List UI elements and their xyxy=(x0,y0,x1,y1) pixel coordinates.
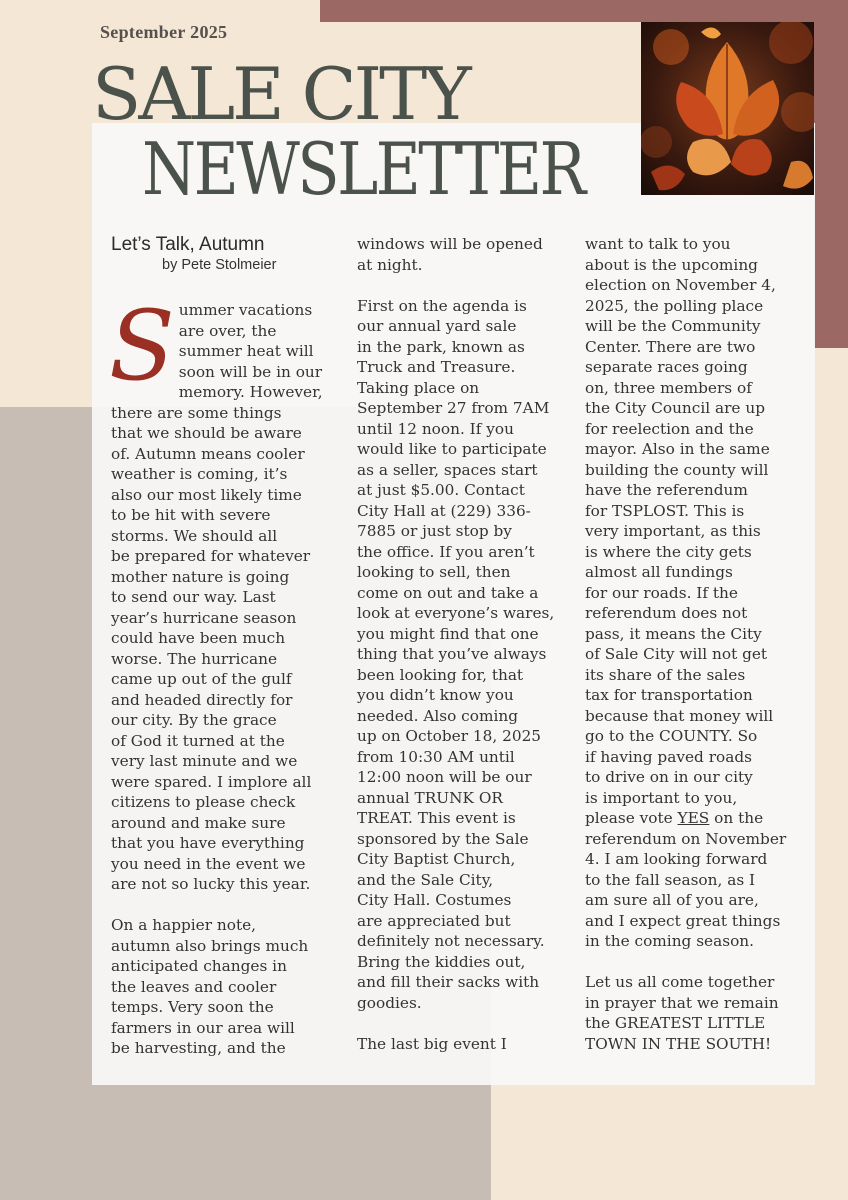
article-byline: by Pete Stolmeier xyxy=(162,257,277,273)
text-line: be harvesting, and the xyxy=(111,1039,286,1057)
title-line-2: NEWSLETTER xyxy=(142,127,584,211)
text-line: and I expect great things xyxy=(585,911,781,930)
text-line: to be hit with severe xyxy=(111,506,271,524)
column-3-text-top xyxy=(585,234,803,808)
column-3-text-bottom xyxy=(585,829,803,1055)
text-line: On a happier note, xyxy=(111,916,257,934)
text-line: be prepared for whatever xyxy=(111,547,311,565)
text-line: memory. However, xyxy=(178,383,323,401)
text-line: the leaves and cooler xyxy=(111,977,277,996)
text-line: 2025, the polling place xyxy=(585,296,764,315)
text-line: our annual yard sale xyxy=(357,317,517,335)
text-line: temps. Very soon the xyxy=(111,998,274,1016)
text-line: that we should be aware xyxy=(111,424,302,442)
text-line: are over, the xyxy=(178,321,277,340)
text-line: want to talk to you xyxy=(585,235,731,253)
text-line xyxy=(357,275,569,296)
text-line: 12:00 noon will be our xyxy=(357,768,532,786)
text-line: would like to participate xyxy=(357,440,547,458)
text-line: annual TRUNK OR xyxy=(357,788,503,807)
text-line: election on November 4, xyxy=(585,276,776,294)
text-line: looking to sell, then xyxy=(357,563,511,581)
text-line xyxy=(357,1013,569,1034)
text-line: to drive on in our city xyxy=(585,768,753,786)
text-line: Taking place on xyxy=(357,378,480,397)
text-line: September 27 from 7AM xyxy=(357,399,550,417)
text-line: anticipated changes in xyxy=(111,957,287,975)
vote-suffix: on the xyxy=(709,809,764,827)
text-line: in prayer that we remain xyxy=(585,993,779,1012)
text-line: you didn’t know you xyxy=(357,686,514,704)
text-line: in the park, known as xyxy=(357,337,525,356)
text-line: came up out of the gulf xyxy=(111,670,292,688)
text-line: at night. xyxy=(357,255,423,274)
text-line: go to the COUNTY. So xyxy=(585,727,758,745)
text-line: at just $5.00. Contact xyxy=(357,481,525,499)
text-line: TREAT. This event is xyxy=(357,809,516,827)
text-line: look at everyone’s wares, xyxy=(357,604,555,622)
text-line: citizens to please check xyxy=(111,793,296,811)
text-line: if having paved roads xyxy=(585,747,752,766)
text-line: come on out and take a xyxy=(357,583,539,602)
text-line: you might find that one xyxy=(357,624,539,643)
text-line: our city. By the grace xyxy=(111,711,277,729)
text-line: you need in the event we xyxy=(111,854,306,873)
text-line: to the fall season, as I xyxy=(585,870,756,889)
text-line: am sure all of you are, xyxy=(585,891,759,909)
text-line: pass, it means the City xyxy=(585,624,762,643)
text-line: very last minute and we xyxy=(111,752,298,770)
text-line: also our most likely time xyxy=(111,485,302,504)
text-line: referendum does not xyxy=(585,604,748,622)
text-line: the GREATEST LITTLE xyxy=(585,1014,766,1032)
text-line: autumn also brings much xyxy=(111,936,309,955)
article-column-1 xyxy=(111,234,343,1059)
decor-right-band xyxy=(814,0,848,348)
text-line: sponsored by the Sale xyxy=(357,829,529,848)
text-line: is where the city gets xyxy=(585,542,752,561)
text-line: mayor. Also in the same xyxy=(585,440,770,458)
text-line: and headed directly for xyxy=(111,690,293,709)
text-line: summer heat will xyxy=(178,342,314,360)
text-line: were spared. I implore all xyxy=(111,772,312,791)
text-line: City Baptist Church, xyxy=(357,850,516,868)
text-line: of God it turned at the xyxy=(111,731,285,750)
text-line: tax for transportation xyxy=(585,686,753,704)
text-line: are appreciated but xyxy=(357,911,511,930)
text-line: the City Council are up xyxy=(585,399,765,417)
vote-prefix: please vote xyxy=(585,809,678,827)
text-line: that you have everything xyxy=(111,834,305,852)
column-2-text xyxy=(357,234,569,1054)
text-line: could have been much xyxy=(111,629,286,647)
text-line: Bring the kiddies out, xyxy=(357,952,526,971)
text-line: building the county will xyxy=(585,460,769,479)
text-line: mother nature is going xyxy=(111,567,290,586)
article-column-3 xyxy=(585,234,803,1054)
text-line: and fill their sacks with xyxy=(357,973,540,991)
text-line: Center. There are two xyxy=(585,337,756,356)
text-line: definitely not necessary. xyxy=(357,932,545,950)
text-line: year’s hurricane season xyxy=(111,608,297,627)
text-line: almost all fundings xyxy=(585,563,733,581)
text-line: for our roads. If the xyxy=(585,583,738,602)
text-line: have the referendum xyxy=(585,481,748,499)
autumn-leaves-icon xyxy=(641,22,814,195)
text-line: on, three members of xyxy=(585,378,752,397)
text-line: because that money will xyxy=(585,706,774,725)
text-line: The last big event I xyxy=(357,1034,507,1053)
text-line: 4. I am looking forward xyxy=(585,850,768,868)
text-line: referendum on November xyxy=(585,829,787,848)
autumn-leaves-photo xyxy=(641,22,814,195)
text-line: Let us all come together xyxy=(585,973,775,991)
drop-cap: S xyxy=(109,290,175,402)
text-line: are not so lucky this year. xyxy=(111,875,311,893)
title-line-1: SALE CITY xyxy=(92,52,469,136)
issue-date: September 2025 xyxy=(100,22,228,42)
text-line: for reelection and the xyxy=(585,419,754,438)
text-line: of. Autumn means cooler xyxy=(111,444,305,463)
text-line: until 12 noon. If you xyxy=(357,419,514,438)
text-line: weather is coming, it’s xyxy=(111,465,288,483)
text-line: needed. Also coming xyxy=(357,706,518,725)
text-line: goodies. xyxy=(357,993,422,1012)
text-line: very important, as this xyxy=(585,522,761,540)
article-title: Let’s Talk, Autumn xyxy=(111,234,265,255)
vote-yes-line xyxy=(585,808,803,829)
text-line: City Hall. Costumes xyxy=(357,891,512,909)
text-line: of Sale City will not get xyxy=(585,645,768,663)
text-line: will be the Community xyxy=(585,317,761,335)
text-line: the office. If you aren’t xyxy=(357,542,535,561)
article-column-2 xyxy=(357,234,569,1054)
text-line: 7885 or just stop by xyxy=(357,522,512,540)
text-line: as a seller, spaces start xyxy=(357,460,538,479)
text-line: ummer vacations xyxy=(178,301,313,319)
text-line: farmers in our area will xyxy=(111,1018,295,1037)
text-line: about is the upcoming xyxy=(585,255,758,274)
text-line: thing that you’ve always xyxy=(357,645,547,663)
text-line: First on the agenda is xyxy=(357,296,527,315)
vote-yes-word: YES xyxy=(677,809,710,827)
text-line: there are some things xyxy=(111,403,282,422)
column-1-text xyxy=(109,290,343,1059)
text-line: soon will be in our xyxy=(178,362,323,381)
text-line: in the coming season. xyxy=(585,932,754,950)
text-line: up on October 18, 2025 xyxy=(357,727,542,745)
decor-top-band xyxy=(320,0,848,22)
text-line: storms. We should all xyxy=(111,526,278,545)
text-line: TOWN IN THE SOUTH! xyxy=(585,1034,772,1053)
text-line: from 10:30 AM until xyxy=(357,747,515,766)
text-line: City Hall at (229) 336- xyxy=(357,501,531,520)
text-line: windows will be opened xyxy=(357,235,543,253)
text-line: around and make sure xyxy=(111,813,286,832)
text-line: its share of the sales xyxy=(585,665,746,684)
text-line xyxy=(111,895,343,916)
text-line: is important to you, xyxy=(585,788,738,807)
text-line: for TSPLOST. This is xyxy=(585,501,745,520)
text-line: to send our way. Last xyxy=(111,588,276,606)
text-line: been looking for, that xyxy=(357,665,524,684)
text-line: and the Sale City, xyxy=(357,870,494,889)
text-line xyxy=(585,952,803,973)
text-line: worse. The hurricane xyxy=(111,649,278,668)
text-line: separate races going xyxy=(585,358,748,376)
text-line: Truck and Treasure. xyxy=(357,358,516,376)
